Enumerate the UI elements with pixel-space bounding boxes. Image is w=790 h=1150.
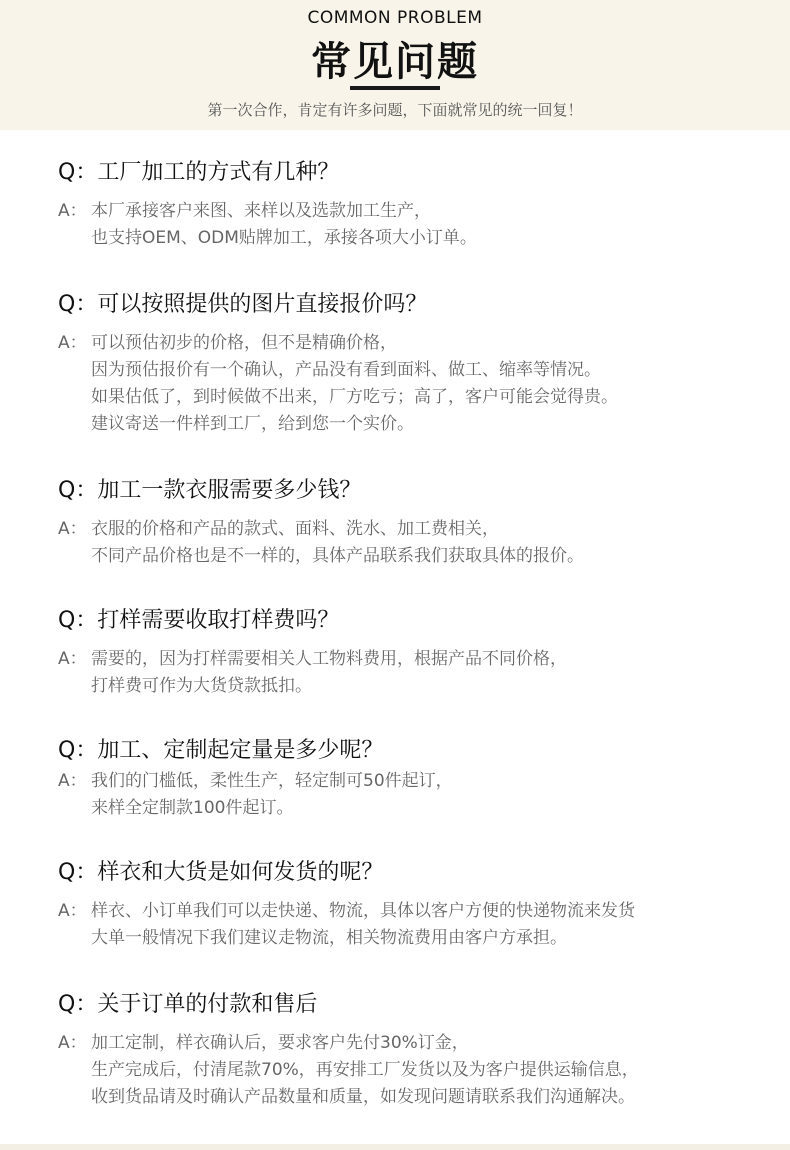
header-subtitle: 第一次合作，肯定有许多问题，下面就常见的统一回复！ [207, 101, 583, 119]
header-title-en: COMMON PROBLEM [307, 8, 483, 28]
answer-line: 收到货品请及时确认产品数量和质量，如发现问题请联系我们沟通解决。 [91, 1087, 635, 1107]
answer-line: 样衣、小订单我们可以走快递、物流，具体以客户方便的快递物流来发货 [91, 901, 635, 921]
answer-prefix: A： [58, 201, 87, 221]
faq-item [58, 858, 760, 952]
header-underline [350, 86, 440, 90]
faq-item [58, 476, 760, 570]
faq-answer [58, 768, 760, 822]
faq-question: Q：可以按照提供的图片直接报价吗？ [58, 292, 428, 317]
answer-prefix: A： [58, 901, 87, 921]
answer-prefix: A： [58, 333, 87, 353]
answer-line: 建议寄送一件样到工厂，给到您一个实价。 [91, 414, 414, 434]
answer-line: 我们的门槛低，柔性生产，轻定制可50件起订， [91, 771, 453, 791]
faq-item [58, 606, 760, 700]
faq-question: Q：工厂加工的方式有几种？ [58, 160, 340, 185]
answer-line: 生产完成后，付清尾款70%，再安排工厂发货以及为客户提供运输信息， [91, 1060, 639, 1080]
faq-item [58, 736, 760, 822]
faq-question: Q：打样需要收取打样费吗？ [58, 608, 340, 633]
answer-line: 大单一般情况下我们建议走物流，相关物流费用由客户方承担。 [91, 928, 567, 948]
faq-answer [58, 198, 760, 252]
answer-line: 因为预估报价有一个确认，产品没有看到面料、做工、缩率等情况。 [91, 360, 601, 380]
faq-item [58, 990, 760, 1111]
answer-prefix: A： [58, 519, 87, 539]
answer-prefix: A： [58, 1033, 87, 1053]
answer-line: 来样全定制款100件起订。 [91, 798, 294, 818]
faq-question: Q：加工一款衣服需要多少钱？ [58, 478, 362, 503]
faq-answer [58, 330, 760, 438]
answer-line: 不同产品价格也是不一样的，具体产品联系我们获取具体的报价。 [91, 546, 584, 566]
faq-question: Q：加工、定制起定量是多少呢？ [58, 738, 384, 763]
answer-prefix: A： [58, 771, 87, 791]
answer-line: 加工定制，样衣确认后，要求客户先付30%订金， [91, 1033, 469, 1053]
faq-item [58, 290, 760, 438]
answer-line: 衣服的价格和产品的款式、面料、洗水、加工费相关， [91, 519, 499, 539]
bottom-band [0, 1144, 790, 1150]
page-header [0, 0, 790, 130]
answer-line: 如果估低了，到时候做不出来，厂方吃亏；高了，客户可能会觉得贵。 [91, 387, 618, 407]
answer-line: 也支持OEM、ODM贴牌加工，承接各项大小订单。 [91, 228, 477, 248]
header-title-zh: 常见问题 [311, 39, 479, 85]
answer-prefix: A： [58, 649, 87, 669]
faq-answer [58, 516, 760, 570]
faq-question: Q：关于订单的付款和售后 [58, 992, 318, 1017]
faq-answer [58, 646, 760, 700]
answer-line: 需要的，因为打样需要相关人工物料费用，根据产品不同价格， [91, 649, 567, 669]
faq-answer [58, 898, 760, 952]
faq-question: Q：样衣和大货是如何发货的呢？ [58, 860, 384, 885]
faq-item [58, 158, 760, 252]
answer-line: 可以预估初步的价格，但不是精确价格， [91, 333, 397, 353]
answer-line: 本厂承接客户来图、来样以及选款加工生产， [91, 201, 431, 221]
answer-line: 打样费可作为大货贷款抵扣。 [91, 676, 312, 696]
faq-answer [58, 1030, 760, 1111]
